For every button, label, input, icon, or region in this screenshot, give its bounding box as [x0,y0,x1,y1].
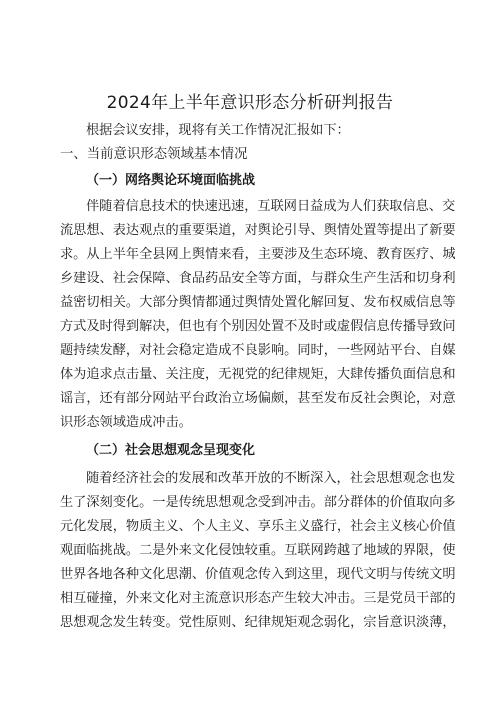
paragraph-line: 相互碰撞，外来文化对主流意识形态产生较大冲击。三是党员干部的 [60,591,456,606]
paragraph-line: 体为追求点击量、关注度，无视党的纪律规矩，大肆传播负面信息和 [60,367,456,382]
paragraph-line: 识形态领域造成冲击。 [60,415,192,430]
paragraph-line: 谣言，还有部分网站平台政治立场偏颇，甚至发布反社会舆论，对意 [60,391,456,406]
paragraph-line: 流思想、表达观点的重要渠道，对舆论引导、舆情处置等提出了新要 [60,223,456,238]
paragraph-line: 世界各地各种文化思潮、价值观念传入到这里，现代文明与传统文明 [60,567,456,582]
paragraph-line: 方式及时得到解决，但也有个别因处置不及时或虚假信息传播导致问 [60,319,456,334]
document-title: 2024年上半年意识形态分析研判报告 [106,93,394,113]
subsection-heading-1: （一）网络舆论环境面临挑战 [86,173,256,188]
paragraph-line: 求。从上半年全县网上舆情来看，主要涉及生态环境、教育医疗、城 [60,247,456,262]
subsection-heading-2: （二）社会思想观念呈现变化 [86,443,256,458]
paragraph-line: 观面临挑战。二是外来文化侵蚀较重。互联网跨越了地域的界限，使 [60,543,456,558]
section-heading: 一、当前意识形态领域基本情况 [60,147,248,162]
paragraph-line: 元化发展，物质主义、个人主义、享乐主义盛行，社会主义核心价值 [60,519,456,534]
paragraph-line: 随着经济社会的发展和改革开放的不断深入，社会思想观念也发 [86,471,456,486]
paragraph-line: 伴随着信息技术的快速迅速，互联网日益成为人们获取信息、交 [86,199,456,214]
paragraph-line: 思想观念发生转变。党性原则、纪律规矩观念弱化，宗旨意识淡薄， [60,615,456,630]
paragraph-line: 生了深刻变化。一是传统思想观念受到冲击。部分群体的价值取向多 [60,495,456,510]
paragraph-line: 题持续发酵，对社会稳定造成不良影响。同时，一些网站平台、自媒 [60,343,456,358]
intro-paragraph: 根据会议安排，现将有关工作情况汇报如下： [86,123,350,138]
paragraph-line: 乡建设、社会保障、食品药品安全等方面，与群众生产生活和切身利 [60,271,456,286]
paragraph-line: 益密切相关。大部分舆情都通过舆情处置化解回复、发布权威信息等 [60,295,456,310]
